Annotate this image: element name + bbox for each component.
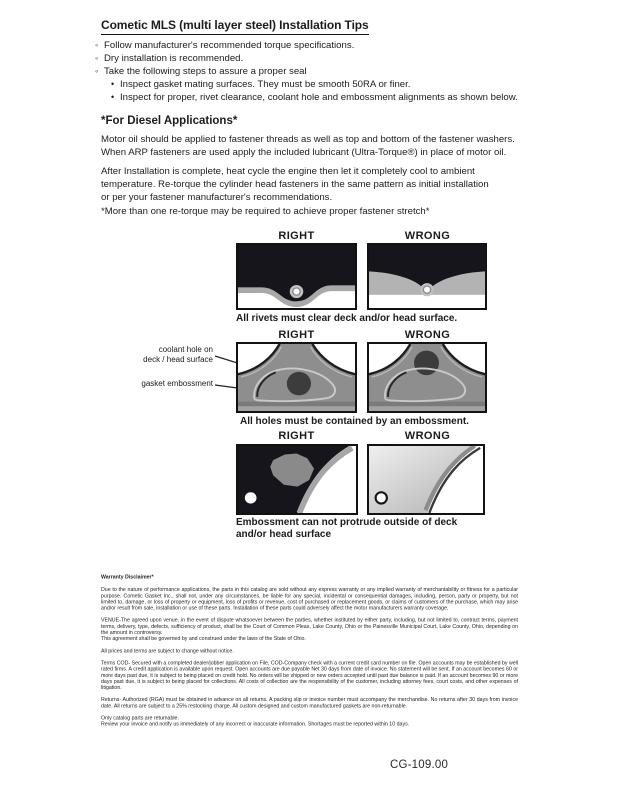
list-item: [95, 39, 354, 52]
list-item-text: Follow manufacturer's recommended torque specifications.: [104, 40, 355, 51]
page-title: Cometic MLS (multi layer steel) Installation Tips: [101, 18, 369, 35]
list-item: [95, 65, 354, 78]
retorque-note: *More than one re-torque may be required to achieve proper fastener stretch*: [101, 206, 430, 217]
gasket-embossment-annotation: gasket embossment: [141, 379, 213, 388]
open-bullet-icon: ◦: [95, 53, 99, 63]
right-label: RIGHT: [278, 230, 315, 242]
text-line: After Installation is complete, heat cycle the engine then let it completely cool to ambient: [101, 166, 475, 177]
annotation-text: deck / head surface: [143, 354, 213, 364]
wrong-label: WRONG: [404, 329, 451, 341]
coolant-right-illustration: [238, 344, 355, 411]
page-code: CG-109.00: [390, 759, 449, 771]
text-line: When ARP fasteners are used apply the included lubricant (Ultra-Torque®) in place of motor oil.: [101, 147, 507, 158]
right-label: RIGHT: [278, 329, 315, 341]
sub-tips-list: [111, 78, 518, 104]
warranty-paragraph: VENUE-The agreed upon venue, in the event of dispute whatsoever between the parties, whether instituted by either party, including, but not limited to, contract terms, payment terms, delivery, type, defects, sufficiency of product, shall be the Court of Common Pleas, Lake County, Ohio or the Painesville Municipal Court, Lake County, Ohio, depending on the amount in controversy.: [101, 617, 518, 636]
annotation-text: coolant hole on: [158, 345, 213, 354]
list-item: [111, 78, 518, 91]
warranty-paragraph: Review your invoice and notify us immediately of any incorrect or inaccurate information. Shortages must be reported within 10 days.: [101, 721, 410, 728]
caption-line: Embossment can not protrude outside of deck: [236, 517, 458, 528]
text-line: Motor oil should be applied to fastener threads as well as top and bottom of the fastener washers.: [101, 134, 515, 145]
warranty-section: [101, 574, 518, 754]
coolant-hole-right-diagram: [236, 342, 357, 413]
row2-caption: All holes must be contained by an embossment.: [240, 416, 469, 427]
text-line: or per your fastener manufacturer's recommendations.: [101, 192, 333, 203]
list-item-text: Take the following steps to assure a proper seal: [104, 66, 307, 77]
tips-list: [95, 39, 354, 78]
diesel-section-heading: *For Diesel Applications*: [101, 115, 238, 127]
diesel-paragraph-1: [101, 133, 525, 159]
warranty-paragraph: This agreement shall be governed by and construed under the laws of the State of Ohio.: [101, 635, 306, 642]
diesel-paragraph-2: [101, 165, 525, 204]
list-item: [95, 52, 354, 65]
warranty-paragraph: Due to the nature of performance applications, the parts in this catalog are sold without any express warranty or any implied warranty of merchantability or fitness for a particular purpose. Cometic Gasket Inc., shall not, under any circumstances, be liable for any special, incidental or consequential damages, including, person, party or property, but not limited to, damage, or loss of property or equipment, loss of profits or revenue, cost of purchased or replacement goods, or claims of customers of the purchase, which may arise and/or result from sale, installation or use of these parts. Installation of these parts could adversely affect the motor manufacturers warranty coverage.: [101, 586, 518, 612]
list-item: [111, 91, 518, 104]
warranty-paragraph: All prices and terms are subject to change without notice.: [101, 647, 234, 654]
warranty-paragraph: Returns- Authorized (RGA) must be obtained in advance on all returns. A packing slip or invoice number must accompany the merchandise. No returns after 30 days from invoice date. All returns are subject to a 25% restocking charge. All custom designed and custom manufactured gaskets are non-returnable.: [101, 696, 518, 709]
text-line: temperature. Re-torque the cylinder head fasteners in the same pattern as initial installation: [101, 179, 489, 190]
warranty-paragraph: Only catalog parts are returnable.: [101, 715, 179, 722]
rivet-clearance-wrong-diagram: [367, 243, 487, 310]
wrong-label: WRONG: [404, 230, 451, 242]
embossment-protrude-right-diagram: [236, 444, 358, 515]
embossment-protrude-wrong-diagram: [367, 444, 485, 515]
rivet-clearance-right-diagram: [236, 243, 357, 310]
coolant-hole-wrong-diagram: [367, 342, 487, 413]
embossment-wrong-illustration: [369, 446, 483, 513]
warranty-paragraphs: [101, 587, 518, 728]
row1-caption: All rivets must clear deck and/or head surface.: [236, 313, 458, 324]
filled-bullet-icon: •: [111, 79, 115, 89]
open-bullet-icon: ◦: [95, 40, 99, 50]
embossment-right-illustration: [238, 446, 356, 513]
right-label: RIGHT: [278, 430, 315, 442]
list-item-text: Inspect gasket mating surfaces. They must be smooth 50RA or finer.: [120, 79, 411, 90]
caption-line: and/or head surface: [236, 529, 332, 540]
open-bullet-icon: ◦: [95, 66, 99, 76]
row3-caption: [236, 517, 457, 541]
list-item-text: Inspect for proper, rivet clearance, coolant hole and embossment alignments as shown below.: [120, 92, 518, 103]
wrong-label: WRONG: [404, 430, 451, 442]
rivet-wrong-illustration: [369, 245, 485, 308]
coolant-wrong-illustration: [369, 344, 485, 411]
warranty-heading: Warranty Disclaimer*: [101, 574, 154, 580]
filled-bullet-icon: •: [111, 92, 115, 102]
warranty-paragraph: Terms COD- Secured with a completed dealer/jobber application on File, COD-Company check with a current credit card number on file. Open accounts may be established by well rated firms. A credit application is available upon request. Open accounts are due payable Net 30 days from date of invoice. No statement will be sent. If an account becomes 60 or more days past due, it is subject to being placed on credit hold. No orders will be shipped or new orders accepted until past due balance is paid. If an account becomes 90 or more days past due, it is subject to being placed for collections. All costs of collection are the responsibility of the customer, including attorney fees, court costs, and other expenses of litigation.: [101, 659, 518, 691]
rivet-right-illustration: [238, 245, 355, 308]
list-item-text: Dry installation is recommended.: [104, 53, 244, 64]
